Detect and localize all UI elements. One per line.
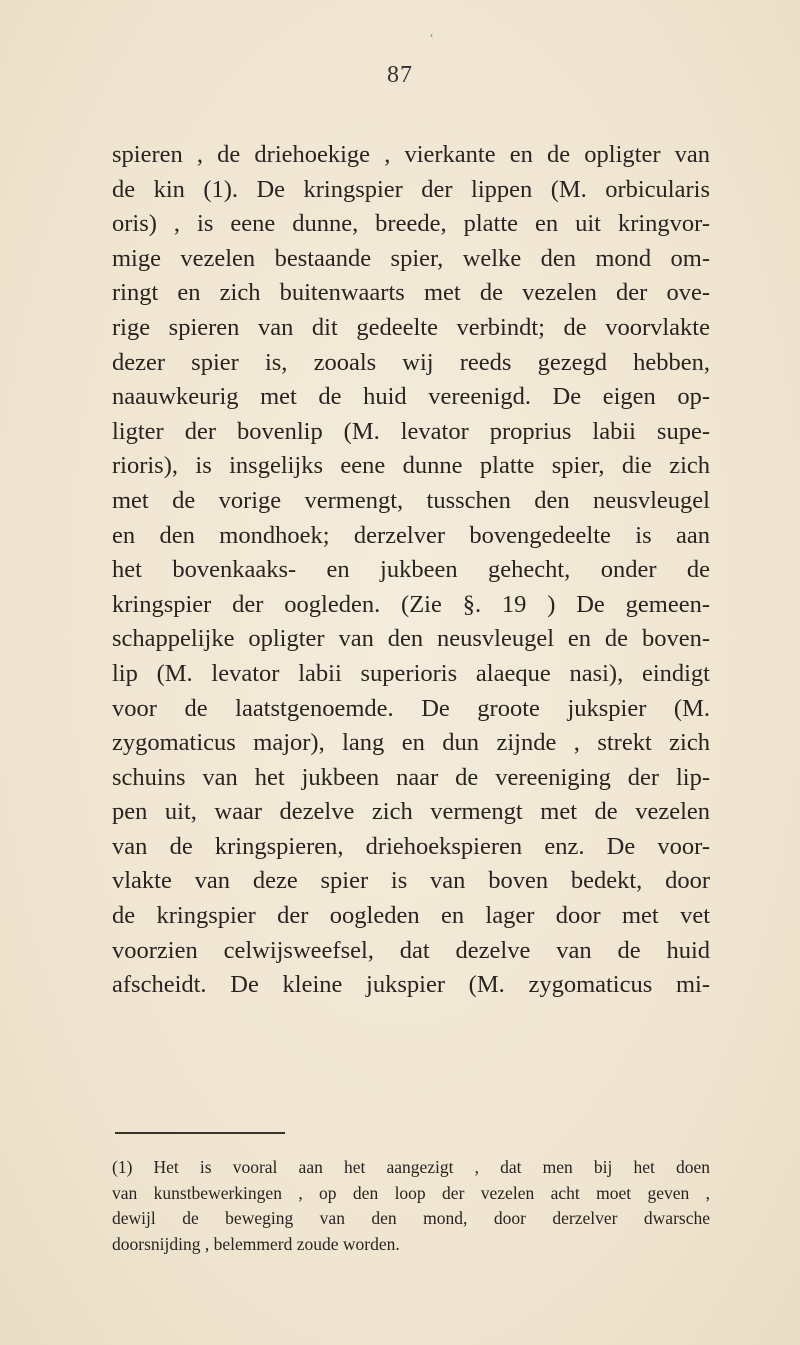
text-line: en den mondhoek; derzelver bovengedeelte is aan bbox=[112, 521, 710, 549]
text-line: kringspier der oogleden. (Zie §. 19 ) De gemeen- bbox=[112, 590, 710, 618]
text-line: naauwkeurig met de huid vereenigd. De eigen op- bbox=[112, 383, 710, 411]
text-line: ligter der bovenlip (M. levator proprius labii supe- bbox=[112, 417, 710, 445]
footnote-line: doorsnijding , belemmerd zoude worden. bbox=[112, 1233, 400, 1254]
footnote-line: dewijl de beweging van den mond, door derzelver dwarsche bbox=[112, 1208, 710, 1228]
body-text bbox=[112, 138, 710, 1003]
text-line: ringt en zich buitenwaarts met de vezelen der ove- bbox=[112, 279, 710, 307]
text-line: mige vezelen bestaande spier, welke den mond om- bbox=[112, 244, 710, 272]
text-line: vlakte van deze spier is van boven bedekt, door bbox=[112, 867, 710, 895]
text-line: van de kringspieren, driehoekspieren enz. De voor- bbox=[112, 832, 710, 860]
text-line: zygomaticus major), lang en dun zijnde , strekt zich bbox=[112, 729, 710, 757]
text-line: het bovenkaaks- en jukbeen gehecht, onder de bbox=[112, 556, 710, 584]
text-line: de kin (1). De kringspier der lippen (M. orbicularis bbox=[112, 175, 710, 203]
text-line: voorzien celwijsweefsel, dat dezelve van de huid bbox=[112, 936, 710, 964]
text-line: spieren , de driehoekige , vierkante en de opligter van bbox=[112, 141, 710, 168]
footnote bbox=[112, 1155, 710, 1257]
text-line: lip (M. levator labii superioris alaeque nasi), eindigt bbox=[112, 659, 710, 687]
page-mark: ‹ bbox=[430, 30, 434, 41]
text-line: rioris), is insgelijks eene dunne platte spier, die zich bbox=[112, 452, 710, 480]
text-line: schuins van het jukbeen naar de vereeniging der lip- bbox=[112, 763, 710, 791]
text-line: dezer spier is, zooals wij reeds gezegd hebben, bbox=[112, 348, 710, 376]
text-line: met de vorige vermengt, tusschen den neusvleugel bbox=[112, 486, 710, 514]
text-line: pen uit, waar dezelve zich vermengt met de vezelen bbox=[112, 798, 710, 826]
text-line: afscheidt. De kleine jukspier (M. zygomaticus mi- bbox=[112, 971, 710, 999]
footnote-line: (1) Het is vooral aan het aangezigt , dat men bij het doen bbox=[112, 1157, 710, 1177]
footnote-divider bbox=[115, 1132, 285, 1134]
footnote-line: van kunstbewerkingen , op den loop der vezelen acht moet geven , bbox=[112, 1182, 710, 1203]
text-line: rige spieren van dit gedeelte verbindt; de voorvlakte bbox=[112, 313, 710, 341]
text-line: oris) , is eene dunne, breede, platte en uit kringvor- bbox=[112, 210, 710, 238]
text-line: voor de laatstgenoemde. De groote jukspier (M. bbox=[112, 694, 710, 722]
text-line: schappelijke opligter van den neusvleugel en de boven- bbox=[112, 625, 710, 653]
text-line: de kringspier der oogleden en lager door met vet bbox=[112, 902, 710, 930]
page-number: 87 bbox=[387, 62, 413, 88]
